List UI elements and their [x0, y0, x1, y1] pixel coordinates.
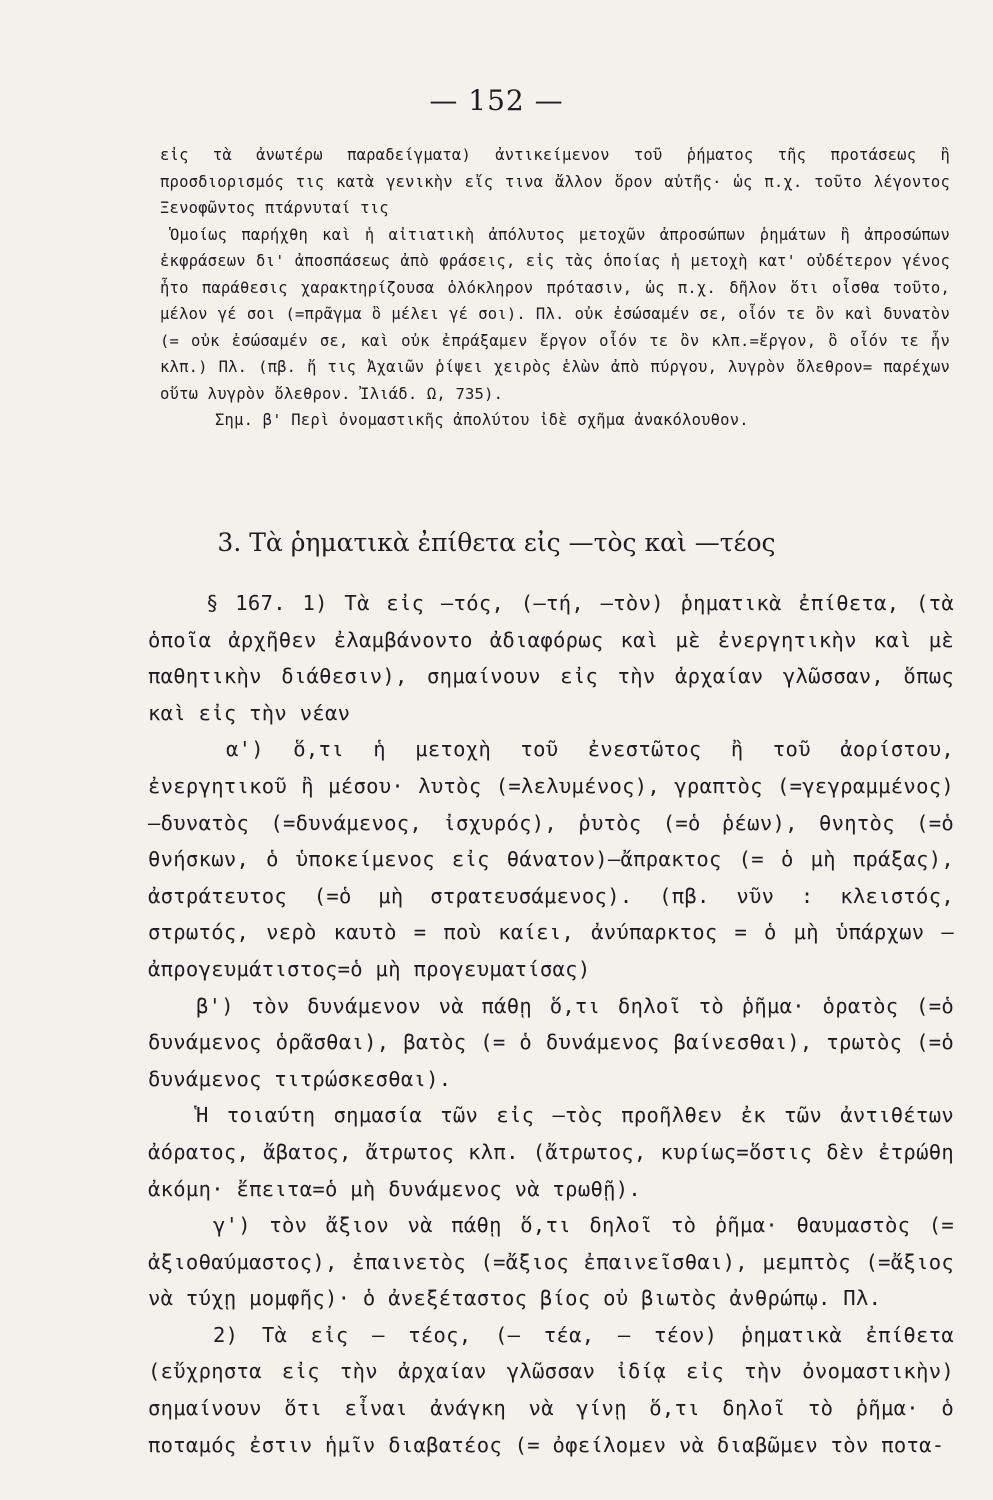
page-number: — 152 — [429, 84, 564, 117]
section-heading: 3. Τὰ ῥηματικὰ ἐπίθετα εἰς —τὸς καὶ —τέος [217, 528, 776, 557]
paragraph-alpha: α') ὅ,τι ἡ μετοχὴ τοῦ ἐνεστῶτος ἢ τοῦ ἀορίστου, ἐνεργητικοῦ ἢ μέσου· λυτὸς (=λελυμένος), γραπτὸς (=γεγραμμένος)—δυνατὸς (=δυνάμενος, ἰσχυρός), ῥυτὸς (=ὁ ῥέων), θνητὸς (=ὁ θνήσκων, ὁ ὑποκείμενος εἰς θάνατον)—ἄπρακτος (= ὁ μὴ πράξας), ἀστράτευτος (=ὁ μὴ στρατευσάμενος). (πβ. νῦν : κλειστός, στρωτός, νερὸ καυτὸ = ποὺ καίει, ἀνύπαρκτος = ὁ μὴ ὑπάρχων — ἀπρογευμάτιστος=ὁ μὴ προγευματίσας) [148, 737, 954, 981]
paragraph-teos: 2) Τὰ εἰς — τέος, (— τέα, — τέον) ῥηματικὰ ἐπίθετα (εὔχρηστα εἰς τὴν ἀρχαίαν γλῶσσαν ἰδίᾳ εἰς τὴν ὀνομαστικὴν) σημαίνουν ὅτι εἶναι ἀνάγκη νὰ γίνῃ ὅ,τι δηλοῖ τὸ ῥῆμα· ὁ ποταμός ἐστιν ἡμῖν διαβατέος (= ὀφείλομεν νὰ διαβῶμεν τὸν ποτα- [148, 1322, 954, 1457]
main-text-block [148, 585, 954, 1463]
paragraph-gamma: γ') τὸν ἄξιον νὰ πάθῃ ὅ,τι δηλοῖ τὸ ῥῆμα· θαυμαστὸς (= ἀξιοθαύμαστος), ἐπαινετὸς (=ἄξιος ἐπαινεῖσθαι), μεμπτὸς (=ἄξιος νὰ τύχῃ μομφῆς)· ὁ ἀνεξέταστος βίος οὐ βιωτὸς ἀνθρώπῳ. Πλ. [148, 1213, 954, 1311]
paragraph-meaning: Ἡ τοιαύτη σημασία τῶν εἰς —τὸς προῆλθεν ἐκ τῶν ἀντιθέτων ἀόρατος, ἄβατος, ἄτρωτος κλπ. (ἄτρωτος, κυρίως=ὅστις δὲν ἐτρώθη ἀκόμη· ἔπειτα=ὁ μὴ δυνάμενος νὰ τρωθῇ). [148, 1103, 954, 1201]
paragraph-167: § 167. 1) Τὰ εἰς —τός, (—τή, —τὸν) ῥηματικὰ ἐπίθετα, (τὰ ὁποῖα ἀρχῆθεν ἐλαμβάνοντο ἀδιαφόρως καὶ μὲ ἐνεργητικὴν καὶ μὲ παθητικὴν διάθεσιν), σημαίνουν εἰς τὴν ἀρχαίαν γλῶσσαν, ὅπως καὶ εἰς τὴν νέαν [148, 591, 954, 725]
paragraph-continuation: εἰς τὰ ἀνωτέρω παραδείγματα) ἀντικείμενον τοῦ ῥήματος τῆς προτάσεως ἢ προσδιορισμός τις κατὰ γενικὴν εἴς τινα ἄλλον ὅρον αὐτῆς· ὡς π.χ. τοῦτο λέγοντος Ξενοφῶντος πτάρνυταί τις [160, 146, 950, 217]
paragraph-note: Σημ. β' Περὶ ὀνομαστικῆς ἀπολύτου ἰδὲ σχῆμα ἀνακόλουθον. [215, 411, 749, 429]
paragraph-beta: β') τὸν δυνάμενον νὰ πάθῃ ὅ,τι δηλοῖ τὸ ῥῆμα· ὁρατὸς (=ὁ δυνάμενος ὁρᾶσθαι), βατὸς (= ὁ δυνάμενος βαίνεσθαι), τρωτὸς (=ὁ δυνάμενος τιτρώσκεσθαι). [148, 993, 954, 1091]
paragraph-accusative-absolute: Ὁμοίως παρήχθη καὶ ἡ αἰτιατικὴ ἀπόλυτος μετοχῶν ἀπροσώπων ῥημάτων ἢ ἀπροσώπων ἐκφράσεων δι' ἀποσπάσεως ἀπὸ φράσεις, εἰς τὰς ὁποίας ἡ μετοχὴ κατ' οὐδέτερον γένος ἦτο παράθεσις χαρακτηρίζουσα ὁλόκληρον πρότασιν, ὡς π.χ. δῆλον ὅτι οἶσθα τοῦτο, μέλον γέ σοι (=πρᾶγμα ὃ μέλει γέ σοι). Πλ. οὐκ ἐσώσαμέν σε, οἷόν τε ὂν καὶ δυνατὸν (= οὐκ ἐσώσαμέν σε, καὶ οὐκ ἐπράξαμεν ἔργον οἷόν τε ὂν κλπ.=ἔργον, ὃ οἷόν τε ἦν κλπ.) Πλ. (πβ. ἤ τις Ἀχαιῶν ῥίψει χειρὸς ἑλὼν ἀπὸ πύργου, λυγρὸν ὄλεθρον= παρέχων οὕτω λυγρὸν ὄλεθρον. Ἰλιάδ. Ω, 735). [160, 225, 950, 403]
small-print-block [160, 142, 950, 434]
